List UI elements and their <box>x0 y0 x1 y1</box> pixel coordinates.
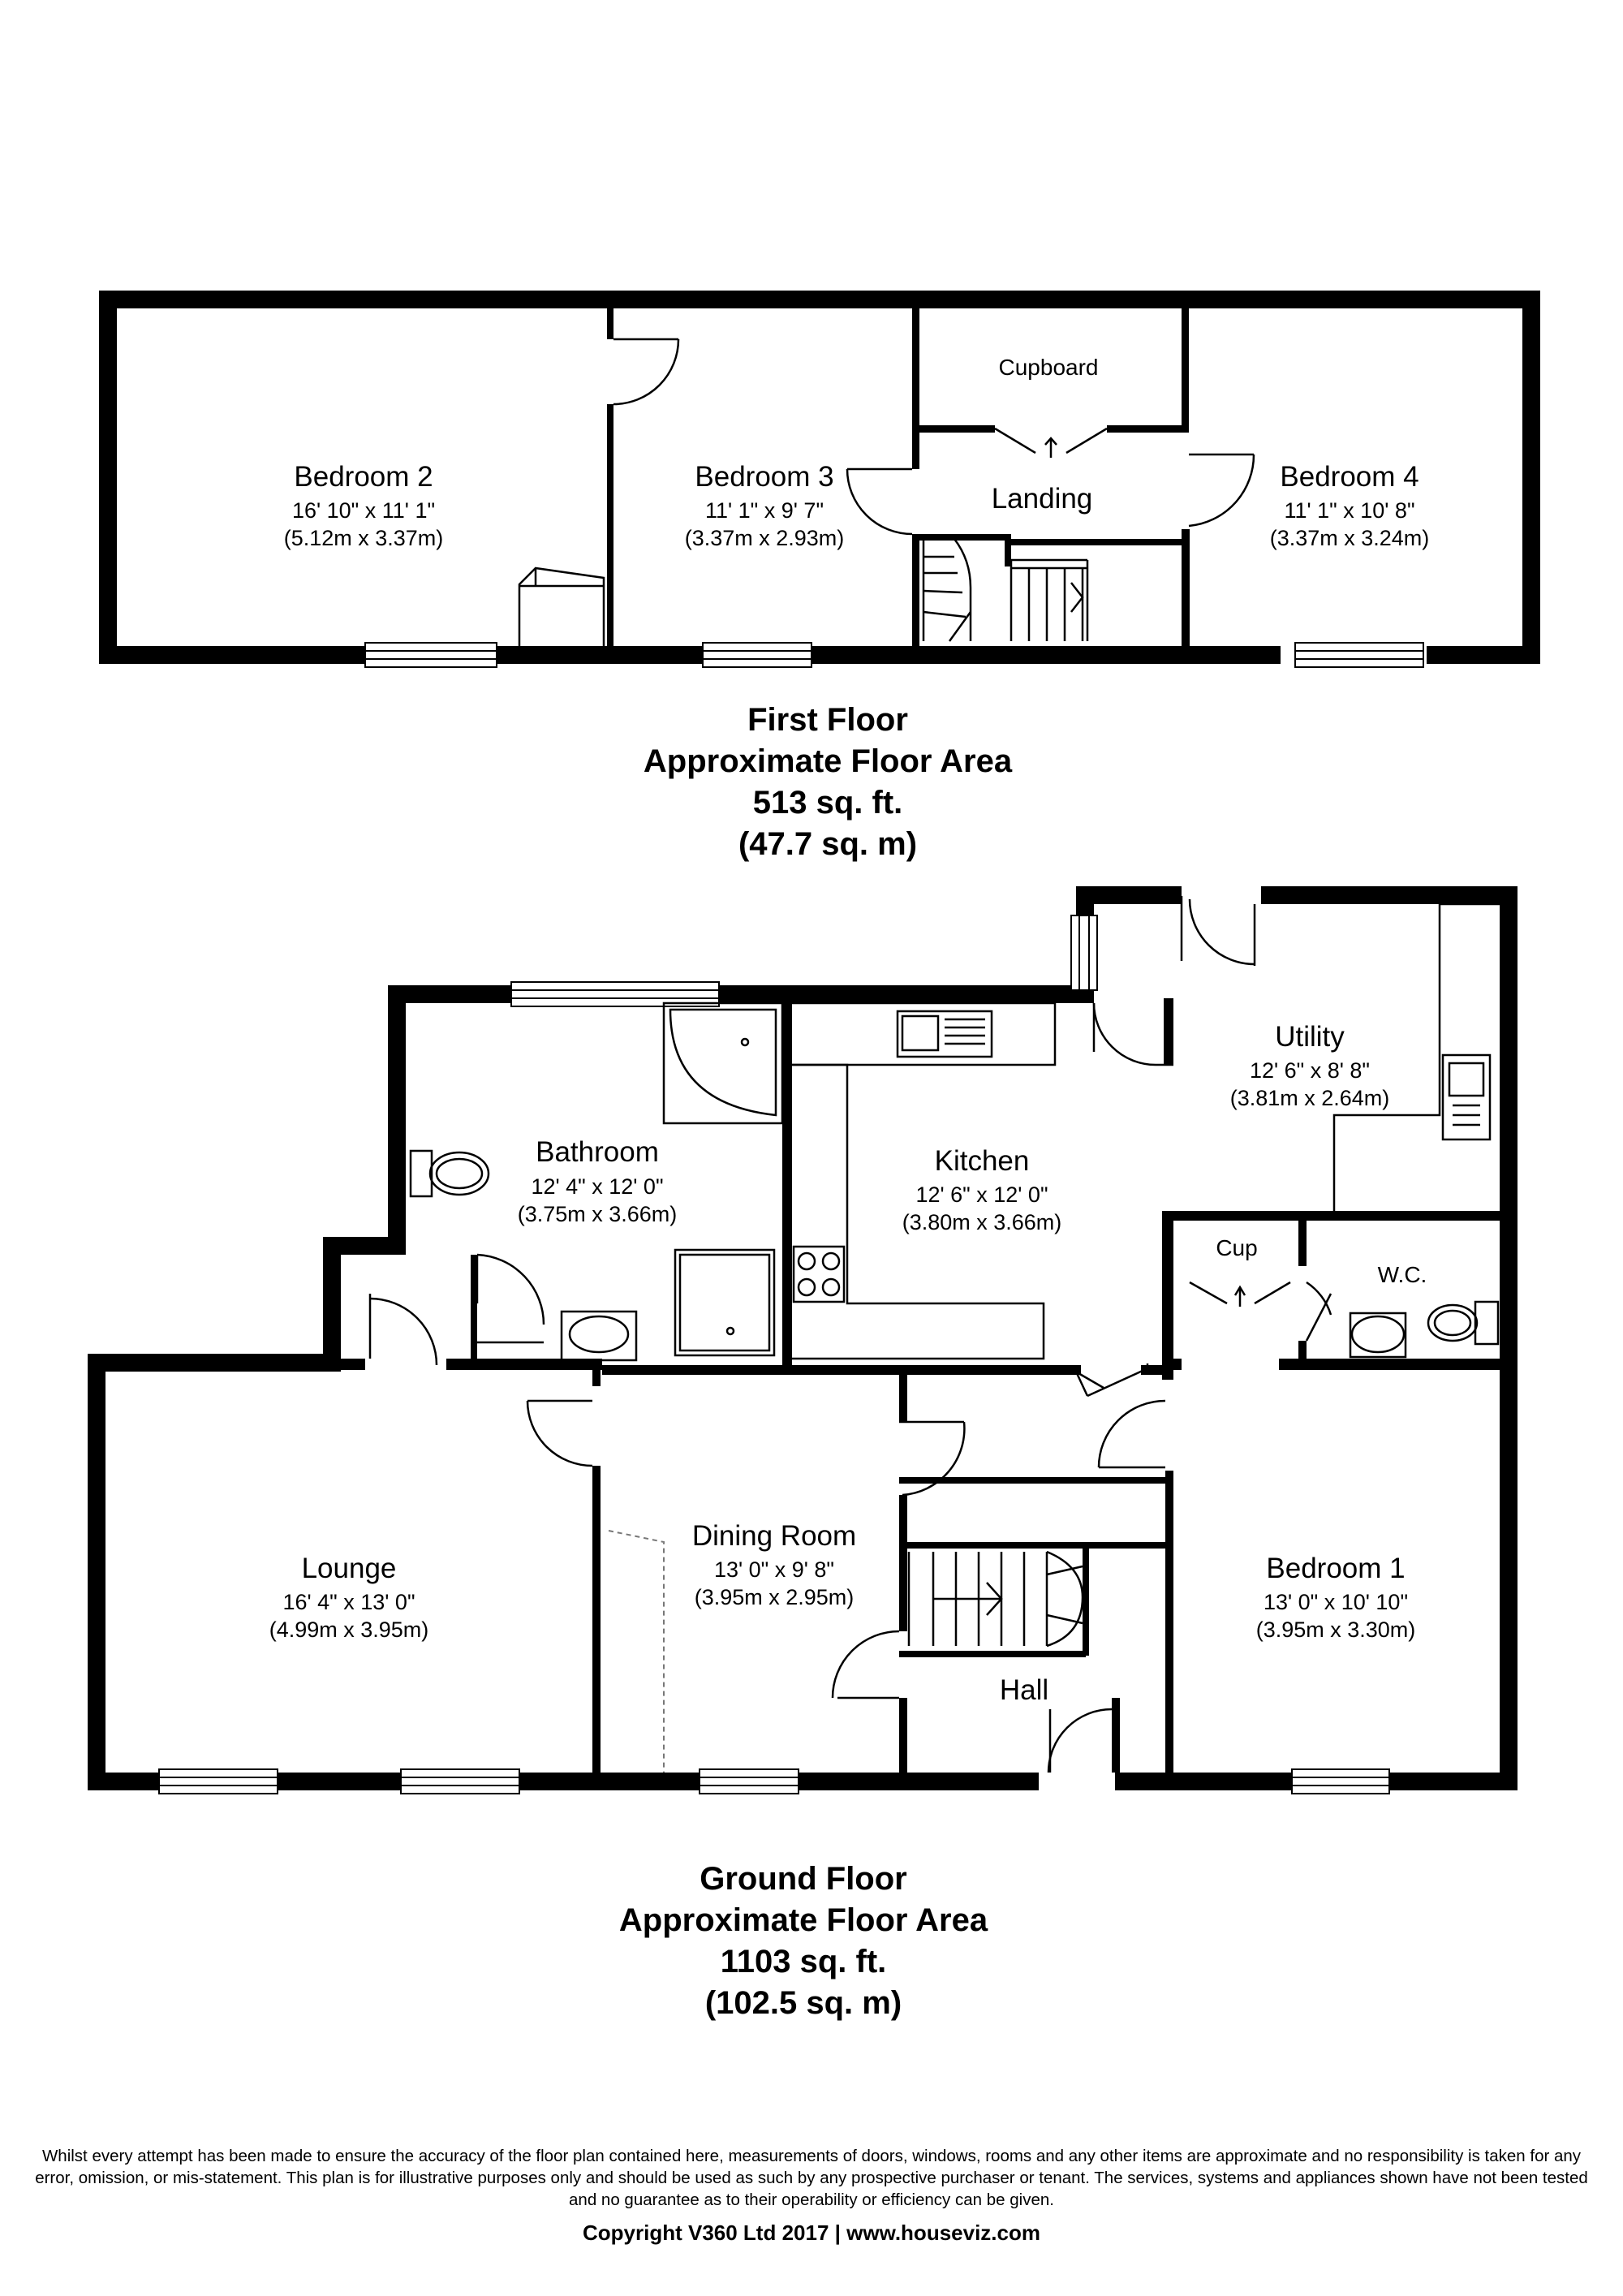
room-name-lounge: Lounge <box>301 1553 397 1584</box>
room-name-wc: W.C. <box>1377 1262 1427 1287</box>
ground-floor-doors <box>370 896 1331 1773</box>
room-dims-dining-room: 13' 0" x 9' 8" <box>713 1557 835 1582</box>
room-name-bedroom-4: Bedroom 4 <box>1280 461 1419 493</box>
ground-floor-stairs <box>909 1552 1083 1646</box>
room-name-dining-room: Dining Room <box>691 1520 857 1552</box>
room-name-kitchen: Kitchen <box>934 1145 1030 1177</box>
bedroom-2-steps <box>519 568 604 646</box>
first-floor-caption <box>568 700 1087 865</box>
door-swing <box>847 469 912 534</box>
first-floor-area-sqm: (47.7 sq. m) <box>738 826 918 862</box>
first-floor-area-label: Approximate Floor Area <box>643 743 1013 779</box>
first-floor-title: First Floor <box>747 702 908 738</box>
door-swing <box>613 339 678 404</box>
ground-floor-title: Ground Floor <box>700 1861 907 1897</box>
cupboard-door <box>1066 429 1107 453</box>
toilet <box>411 1151 432 1196</box>
window <box>1292 1769 1389 1794</box>
room-dims-metric-lounge: (4.99m x 3.95m) <box>269 1618 429 1642</box>
window <box>401 1769 519 1794</box>
room-dims-utility: 12' 6" x 8' 8" <box>1249 1058 1371 1083</box>
wc-fixtures <box>1350 1302 1498 1357</box>
room-name-cup: Cup <box>1216 1235 1258 1260</box>
room-dims-bedroom-1: 13' 0" x 10' 10" <box>1263 1590 1409 1614</box>
room-dims-metric-bedroom-3: (3.37m x 2.93m) <box>684 526 845 550</box>
room-name-landing: Landing <box>991 483 1093 515</box>
dashed-line <box>609 1531 664 1773</box>
room-name-bedroom-1: Bedroom 1 <box>1266 1553 1406 1584</box>
door-swing <box>1189 454 1254 526</box>
room-name-cupboard: Cupboard <box>998 355 1099 380</box>
room-dims-metric-bedroom-2: (5.12m x 3.37m) <box>283 526 444 550</box>
window <box>700 1769 799 1794</box>
first-floor-area-sqft: 513 sq. ft. <box>752 785 903 821</box>
room-dims-metric-bedroom-1: (3.95m x 3.30m) <box>1255 1618 1416 1642</box>
window <box>159 1769 278 1794</box>
window <box>1071 915 1097 990</box>
room-dims-metric-bathroom: (3.75m x 3.66m) <box>517 1202 678 1226</box>
room-dims-metric-kitchen: (3.80m x 3.66m) <box>902 1210 1062 1234</box>
room-dims-bedroom-4: 11' 1" x 10' 8" <box>1284 498 1415 523</box>
room-dims-metric-dining-room: (3.95m x 2.95m) <box>694 1585 855 1609</box>
room-name-hall: Hall <box>999 1674 1049 1706</box>
window <box>365 643 497 667</box>
room-name-bathroom: Bathroom <box>536 1136 659 1168</box>
copyright-text: Copyright V360 Ltd 2017 | www.houseviz.com <box>582 2221 1040 2245</box>
room-dims-bathroom: 12' 4" x 12' 0" <box>531 1174 664 1199</box>
utility-fixtures <box>1334 904 1500 1211</box>
room-dims-bedroom-2: 16' 10" x 11' 1" <box>291 498 436 523</box>
shower-tray <box>675 1250 774 1355</box>
disclaimer-text: Whilst every attempt has been made to ensure the accuracy of the floor plan contained here, measurements of doors, windows, rooms and any other items are approximate and no responsibility is taken for any error, omission, or mis-statement. This plan is for illustrative purposes only and should be used as such by any prospective purchaser or tenant. The services, systems and appliances shown have not been tested and no guarantee as to their operability or efficiency can be given. <box>35 2147 1588 2209</box>
room-dims-lounge: 16' 4" x 13' 0" <box>282 1590 415 1614</box>
room-dims-bedroom-3: 11' 1" x 9' 7" <box>704 498 824 523</box>
kitchen-worktop-top <box>792 1003 1055 1065</box>
wc-toilet <box>1475 1302 1498 1344</box>
room-dims-metric-utility: (3.81m x 2.64m) <box>1229 1086 1390 1110</box>
utility-worktop <box>1334 904 1440 1211</box>
room-name-bedroom-2: Bedroom 2 <box>294 461 433 493</box>
ground-floor-area-sqm: (102.5 sq. m) <box>704 1985 902 2021</box>
cupboard-door <box>995 429 1035 453</box>
ground-floor-area-sqft: 1103 sq. ft. <box>720 1944 887 1979</box>
first-floor-labels <box>284 355 1430 550</box>
window <box>703 643 812 667</box>
ground-floor-area-label: Approximate Floor Area <box>618 1902 988 1938</box>
window <box>1295 643 1423 667</box>
room-dims-kitchen: 12' 6" x 12' 0" <box>915 1182 1048 1207</box>
room-name-bedroom-3: Bedroom 3 <box>695 461 834 493</box>
kitchen-fixtures <box>792 1003 1055 1359</box>
room-dims-metric-bedroom-4: (3.37m x 3.24m) <box>1269 526 1430 550</box>
ground-floor-caption <box>519 1859 1087 2024</box>
wc-basin <box>1350 1313 1406 1357</box>
room-name-utility: Utility <box>1275 1021 1345 1053</box>
